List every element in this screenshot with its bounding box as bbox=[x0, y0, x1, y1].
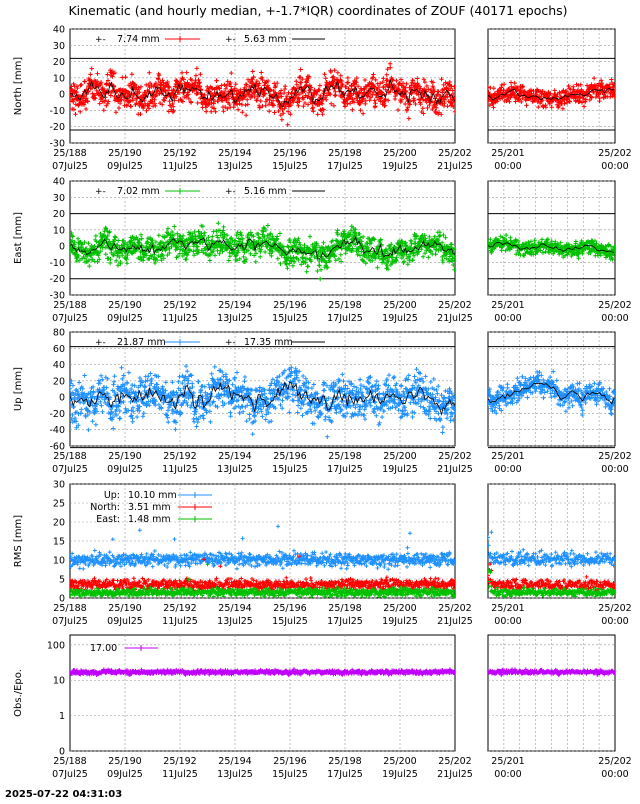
x-tick-label-day: 25/190 bbox=[108, 148, 142, 159]
y-tick-label: 0 bbox=[58, 392, 65, 404]
x-tick-label-date: 19Jul25 bbox=[382, 769, 418, 780]
x-tick-label-day: 25/188 bbox=[53, 603, 87, 614]
x-tick-label-date: 13Jul25 bbox=[217, 161, 253, 172]
y-tick-label: 0 bbox=[58, 746, 65, 758]
east-legend bbox=[95, 186, 325, 197]
x-tick-label-day: 25/198 bbox=[328, 300, 362, 311]
legend-entry-value: 17.35 mm bbox=[244, 337, 293, 348]
x-tick-label-date: 09Jul25 bbox=[107, 161, 143, 172]
zoom-x-tick-label-day: 25/201 bbox=[491, 451, 525, 462]
x-tick-label-day: 25/194 bbox=[218, 451, 252, 462]
y-tick-label: 20 bbox=[52, 57, 65, 69]
y-tick-label: 10 bbox=[52, 555, 65, 567]
legend-cross bbox=[192, 492, 198, 498]
x-tick-label-date: 21Jul25 bbox=[437, 464, 473, 475]
x-tick-label-date: 09Jul25 bbox=[107, 769, 143, 780]
x-tick-label-date: 13Jul25 bbox=[217, 313, 253, 324]
zoom-x-tick-label-day: 25/201 bbox=[491, 300, 525, 311]
legend-cross bbox=[177, 36, 183, 42]
x-tick-label-date: 13Jul25 bbox=[217, 769, 253, 780]
x-tick-label-date: 17Jul25 bbox=[327, 161, 363, 172]
y-tick-label: 0 bbox=[58, 593, 65, 605]
legend-entry-value: 5.63 mm bbox=[244, 34, 287, 45]
obs-series-points bbox=[68, 667, 457, 677]
x-tick-label-day: 25/198 bbox=[328, 148, 362, 159]
x-tick-label-date: 11Jul25 bbox=[162, 313, 198, 324]
y-tick-label: -40 bbox=[49, 425, 65, 437]
zoom-x-tick-label-time: 00:00 bbox=[601, 616, 629, 627]
zoom-x-tick-label-day: 25/202 bbox=[598, 756, 632, 767]
x-tick-label-day: 25/202 bbox=[438, 451, 472, 462]
x-tick-label-date: 07Jul25 bbox=[52, 464, 88, 475]
legend-cross bbox=[192, 504, 198, 510]
legend-cross bbox=[192, 516, 198, 522]
zoom-x-tick-label-time: 00:00 bbox=[494, 616, 522, 627]
x-tick-label-date: 15Jul25 bbox=[272, 464, 308, 475]
legend-entry-name: North: bbox=[90, 502, 120, 513]
y-tick-label: 30 bbox=[52, 40, 65, 52]
zoom-x-tick-label-time: 00:00 bbox=[494, 769, 522, 780]
y-tick-label: 100 bbox=[46, 640, 65, 652]
x-tick-label-day: 25/202 bbox=[438, 603, 472, 614]
legend-entry-value: 10.10 mm bbox=[128, 490, 177, 501]
legend-marker: +- bbox=[225, 338, 236, 348]
legend-marker: +- bbox=[95, 338, 106, 348]
legend-entry-value: 17.00 bbox=[90, 643, 118, 654]
x-tick-label-date: 17Jul25 bbox=[327, 616, 363, 627]
x-tick-label-date: 07Jul25 bbox=[52, 161, 88, 172]
x-tick-label-date: 19Jul25 bbox=[382, 616, 418, 627]
zoom-x-tick-label-time: 00:00 bbox=[494, 313, 522, 324]
x-tick-label-day: 25/200 bbox=[383, 148, 417, 159]
x-tick-label-day: 25/196 bbox=[273, 756, 307, 767]
legend-marker: +- bbox=[95, 35, 106, 45]
y-tick-label: 40 bbox=[52, 176, 65, 188]
x-tick-label-date: 21Jul25 bbox=[437, 161, 473, 172]
x-tick-label-date: 09Jul25 bbox=[107, 464, 143, 475]
x-tick-label-day: 25/196 bbox=[273, 300, 307, 311]
x-tick-label-day: 25/196 bbox=[273, 451, 307, 462]
zoom-x-tick-label-time: 00:00 bbox=[601, 769, 629, 780]
panel-obs bbox=[13, 635, 632, 780]
y-tick-label: 1 bbox=[58, 711, 65, 723]
zoom-x-tick-label-day: 25/202 bbox=[598, 451, 632, 462]
x-tick-label-date: 07Jul25 bbox=[52, 313, 88, 324]
legend-entry-value: 5.16 mm bbox=[244, 186, 287, 197]
x-tick-label-day: 25/190 bbox=[108, 603, 142, 614]
zoom-x-tick-label-day: 25/202 bbox=[598, 603, 632, 614]
y-tick-label: -10 bbox=[49, 257, 65, 269]
x-tick-label-date: 15Jul25 bbox=[272, 161, 308, 172]
y-tick-label: 20 bbox=[52, 517, 65, 529]
x-tick-label-day: 25/194 bbox=[218, 756, 252, 767]
x-tick-label-day: 25/192 bbox=[163, 148, 197, 159]
x-tick-label-day: 25/198 bbox=[328, 451, 362, 462]
x-tick-label-date: 17Jul25 bbox=[327, 313, 363, 324]
y-tick-label: -20 bbox=[49, 274, 65, 286]
legend-cross bbox=[177, 339, 183, 345]
main-plot-frame bbox=[70, 181, 455, 295]
y-tick-label: 25 bbox=[52, 498, 65, 510]
x-tick-label-day: 25/200 bbox=[383, 451, 417, 462]
x-tick-label-date: 07Jul25 bbox=[52, 769, 88, 780]
x-tick-label-day: 25/194 bbox=[218, 148, 252, 159]
x-tick-label-date: 21Jul25 bbox=[437, 769, 473, 780]
zoom-x-tick-label-time: 00:00 bbox=[494, 464, 522, 475]
x-tick-label-date: 11Jul25 bbox=[162, 161, 198, 172]
y-tick-label: -10 bbox=[49, 105, 65, 117]
x-tick-label-day: 25/194 bbox=[218, 300, 252, 311]
legend-marker: +- bbox=[95, 187, 106, 197]
legend-marker: +- bbox=[225, 187, 236, 197]
rms-series-0-points bbox=[68, 524, 457, 571]
y-tick-label: 5 bbox=[58, 574, 65, 586]
x-tick-label-date: 07Jul25 bbox=[52, 616, 88, 627]
y-axis-label: RMS [mm] bbox=[13, 514, 24, 568]
zoom-x-tick-label-time: 00:00 bbox=[601, 464, 629, 475]
legend-entry-name: Up: bbox=[103, 490, 120, 501]
x-tick-label-day: 25/190 bbox=[108, 756, 142, 767]
y-tick-label: 20 bbox=[52, 376, 65, 388]
x-tick-label-date: 13Jul25 bbox=[217, 616, 253, 627]
y-tick-label: -30 bbox=[49, 138, 65, 150]
y-tick-label: 10 bbox=[52, 675, 65, 687]
y-tick-label: -60 bbox=[49, 441, 65, 453]
y-tick-label: 40 bbox=[52, 24, 65, 36]
x-tick-label-date: 19Jul25 bbox=[382, 464, 418, 475]
y-tick-label: 0 bbox=[58, 241, 65, 253]
x-tick-label-day: 25/188 bbox=[53, 756, 87, 767]
y-tick-label: 15 bbox=[52, 536, 65, 548]
x-tick-label-date: 13Jul25 bbox=[217, 464, 253, 475]
north-legend bbox=[95, 34, 325, 45]
x-tick-label-date: 11Jul25 bbox=[162, 464, 198, 475]
zoom-x-tick-label-day: 25/202 bbox=[598, 148, 632, 159]
legend-entry-value: 3.51 mm bbox=[128, 502, 171, 513]
x-tick-label-day: 25/190 bbox=[108, 451, 142, 462]
y-axis-label: Up [mm] bbox=[13, 366, 24, 412]
y-tick-label: -20 bbox=[49, 122, 65, 134]
x-tick-label-date: 11Jul25 bbox=[162, 769, 198, 780]
x-tick-label-day: 25/188 bbox=[53, 148, 87, 159]
x-tick-label-day: 25/202 bbox=[438, 756, 472, 767]
legend-entry-name: East: bbox=[96, 514, 120, 525]
zoom-x-tick-label-day: 25/201 bbox=[491, 603, 525, 614]
zoom-x-tick-label-time: 00:00 bbox=[601, 313, 629, 324]
x-tick-label-date: 19Jul25 bbox=[382, 161, 418, 172]
y-tick-label: 20 bbox=[52, 209, 65, 221]
x-tick-label-day: 25/200 bbox=[383, 756, 417, 767]
panel-up bbox=[13, 328, 632, 476]
x-tick-label-date: 15Jul25 bbox=[272, 769, 308, 780]
x-tick-label-day: 25/190 bbox=[108, 300, 142, 311]
legend-entry-value: 21.87 mm bbox=[117, 337, 166, 348]
legend-entry-value: 7.02 mm bbox=[117, 186, 160, 197]
x-tick-label-date: 09Jul25 bbox=[107, 616, 143, 627]
panel-north bbox=[13, 25, 632, 173]
y-tick-label: 10 bbox=[52, 225, 65, 237]
legend-entry-value: 7.74 mm bbox=[117, 34, 160, 45]
x-tick-label-day: 25/202 bbox=[438, 300, 472, 311]
x-tick-label-date: 09Jul25 bbox=[107, 313, 143, 324]
y-tick-label: 30 bbox=[52, 479, 65, 491]
x-tick-label-day: 25/196 bbox=[273, 603, 307, 614]
x-tick-label-day: 25/202 bbox=[438, 148, 472, 159]
x-tick-label-day: 25/198 bbox=[328, 756, 362, 767]
panel-east bbox=[13, 177, 632, 325]
x-tick-label-day: 25/194 bbox=[218, 603, 252, 614]
zoom-x-tick-label-day: 25/201 bbox=[491, 148, 525, 159]
x-tick-label-date: 17Jul25 bbox=[327, 464, 363, 475]
timestamp: 2025-07-22 04:31:03 bbox=[5, 789, 123, 800]
figure-title: Kinematic (and hourly median, +-1.7*IQR) coordinates of ZOUF (40171 epochs) bbox=[68, 3, 568, 18]
x-tick-label-date: 17Jul25 bbox=[327, 769, 363, 780]
x-tick-label-date: 19Jul25 bbox=[382, 313, 418, 324]
y-tick-label: -20 bbox=[49, 408, 65, 420]
x-tick-label-day: 25/188 bbox=[53, 300, 87, 311]
y-tick-label: 80 bbox=[52, 327, 65, 339]
x-tick-label-day: 25/200 bbox=[383, 603, 417, 614]
y-tick-label: 60 bbox=[52, 343, 65, 355]
x-tick-label-date: 11Jul25 bbox=[162, 616, 198, 627]
x-tick-label-day: 25/196 bbox=[273, 148, 307, 159]
x-tick-label-day: 25/188 bbox=[53, 451, 87, 462]
legend-marker: +- bbox=[225, 35, 236, 45]
up-series-points bbox=[68, 364, 457, 439]
x-tick-label-date: 21Jul25 bbox=[437, 616, 473, 627]
y-tick-label: 30 bbox=[52, 192, 65, 204]
zoom-x-tick-label-time: 00:00 bbox=[494, 161, 522, 172]
y-axis-label: North [mm] bbox=[13, 56, 24, 116]
x-tick-label-day: 25/198 bbox=[328, 603, 362, 614]
legend-cross bbox=[177, 188, 183, 194]
panel-rms bbox=[13, 480, 632, 628]
zoom-x-tick-label-day: 25/201 bbox=[491, 756, 525, 767]
x-tick-label-day: 25/192 bbox=[163, 300, 197, 311]
x-tick-label-day: 25/192 bbox=[163, 451, 197, 462]
zoom-x-tick-label-day: 25/202 bbox=[598, 300, 632, 311]
x-tick-label-date: 15Jul25 bbox=[272, 616, 308, 627]
y-axis-label: Obs./Epo. bbox=[13, 669, 24, 717]
main-plot-frame bbox=[70, 635, 455, 751]
x-tick-label-day: 25/192 bbox=[163, 603, 197, 614]
x-tick-label-day: 25/200 bbox=[383, 300, 417, 311]
x-tick-label-date: 15Jul25 bbox=[272, 313, 308, 324]
y-tick-label: 10 bbox=[52, 73, 65, 85]
y-axis-label: East [mm] bbox=[13, 211, 24, 265]
rms-legend bbox=[90, 490, 212, 525]
y-tick-label: 0 bbox=[58, 89, 65, 101]
x-tick-label-date: 21Jul25 bbox=[437, 313, 473, 324]
x-tick-label-day: 25/192 bbox=[163, 756, 197, 767]
y-tick-label: -30 bbox=[49, 290, 65, 302]
legend-cross bbox=[138, 645, 144, 651]
y-tick-label: 40 bbox=[52, 360, 65, 372]
zoom-x-tick-label-time: 00:00 bbox=[601, 161, 629, 172]
legend-entry-value: 1.48 mm bbox=[128, 514, 171, 525]
